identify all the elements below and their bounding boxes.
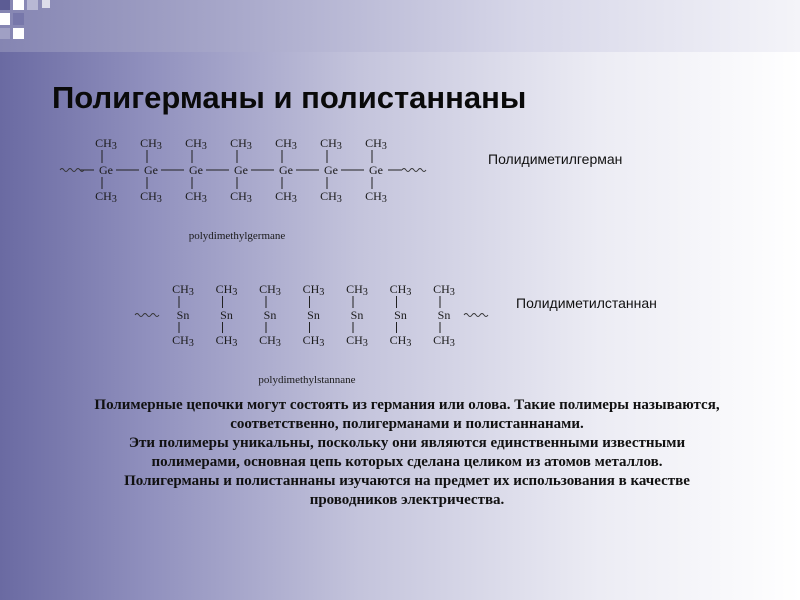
methyl-group: CH3 xyxy=(95,136,117,152)
decor-square xyxy=(42,0,50,8)
methyl-group: CH3 xyxy=(230,189,252,205)
methyl-group: CH3 xyxy=(389,333,412,349)
methyl-group: CH3 xyxy=(433,282,455,298)
metal-atom: Sn xyxy=(350,308,364,322)
methyl-group: CH3 xyxy=(346,282,368,298)
methyl-group: CH3 xyxy=(259,282,281,298)
decor-square xyxy=(0,13,10,25)
metal-atom: Sn xyxy=(263,308,277,322)
metal-atom: Sn xyxy=(394,308,407,322)
methyl-group: CH3 xyxy=(302,333,325,349)
methyl-group: CH3 xyxy=(275,136,297,152)
description-text xyxy=(92,396,722,510)
methyl-group: CH3 xyxy=(140,136,162,152)
top-band xyxy=(0,0,800,52)
polydimethylgermane-label: Полидиметилгерман xyxy=(488,151,623,167)
paragraph: Полигерманы и полистаннаны изучаются на предмет их использования в качестве проводников электричества. xyxy=(124,473,690,508)
methyl-group: CH3 xyxy=(185,189,207,205)
chain-end-wave xyxy=(60,169,84,172)
chain-end-wave xyxy=(464,314,488,317)
metal-atom: Sn xyxy=(307,308,320,322)
methyl-group: CH3 xyxy=(365,136,387,152)
metal-atom: Sn xyxy=(220,308,233,322)
chain-end-wave xyxy=(402,169,426,172)
decor-square xyxy=(13,28,24,39)
metal-atom: Ge xyxy=(189,163,203,177)
methyl-group: CH3 xyxy=(302,282,325,298)
metal-atom: Ge xyxy=(279,163,293,177)
methyl-group: CH3 xyxy=(365,189,387,205)
methyl-group: CH3 xyxy=(172,282,194,298)
decor-square xyxy=(13,0,24,10)
metal-atom: Ge xyxy=(324,163,338,177)
formula-caption: polydimethylgermane xyxy=(188,230,286,242)
decor-square xyxy=(13,13,24,25)
polydimethylstannane-label: Полидиметилстаннан xyxy=(516,295,657,311)
paragraph: Полимерные цепочки могут состоять из германия или олова. Такие полимеры называются, соответственно, полигерманами и полистаннанами. xyxy=(94,397,720,432)
chain-end-wave xyxy=(135,314,159,317)
metal-atom: Ge xyxy=(234,163,248,177)
methyl-group: CH3 xyxy=(172,333,194,349)
methyl-group: CH3 xyxy=(275,189,297,205)
methyl-group: CH3 xyxy=(346,333,368,349)
formula-caption: polydimethylstannane xyxy=(258,374,356,386)
methyl-group: CH3 xyxy=(433,333,455,349)
methyl-group: CH3 xyxy=(320,189,342,205)
polydimethylstannane-formula xyxy=(0,276,520,388)
methyl-group: CH3 xyxy=(259,333,281,349)
methyl-group: CH3 xyxy=(320,136,342,152)
methyl-group: CH3 xyxy=(389,282,412,298)
decor-square xyxy=(0,0,10,10)
methyl-group: CH3 xyxy=(95,189,117,205)
metal-atom: Ge xyxy=(144,163,158,177)
metal-atom: Sn xyxy=(176,308,190,322)
methyl-group: CH3 xyxy=(215,333,238,349)
metal-atom: Sn xyxy=(437,308,451,322)
methyl-group: CH3 xyxy=(230,136,252,152)
decor-square xyxy=(27,0,38,10)
metal-atom: Ge xyxy=(369,163,383,177)
decor-square xyxy=(0,28,10,39)
paragraph: Эти полимеры уникальны, поскольку они являются единственными известными полимерами, основная цепь которых сделана целиком из атомов металлов. xyxy=(128,435,686,470)
polydimethylgermane-formula xyxy=(0,130,460,250)
slide-title: Полигерманы и полистаннаны xyxy=(52,80,527,115)
methyl-group: CH3 xyxy=(140,189,162,205)
methyl-group: CH3 xyxy=(215,282,238,298)
metal-atom: Ge xyxy=(99,163,113,177)
methyl-group: CH3 xyxy=(185,136,207,152)
